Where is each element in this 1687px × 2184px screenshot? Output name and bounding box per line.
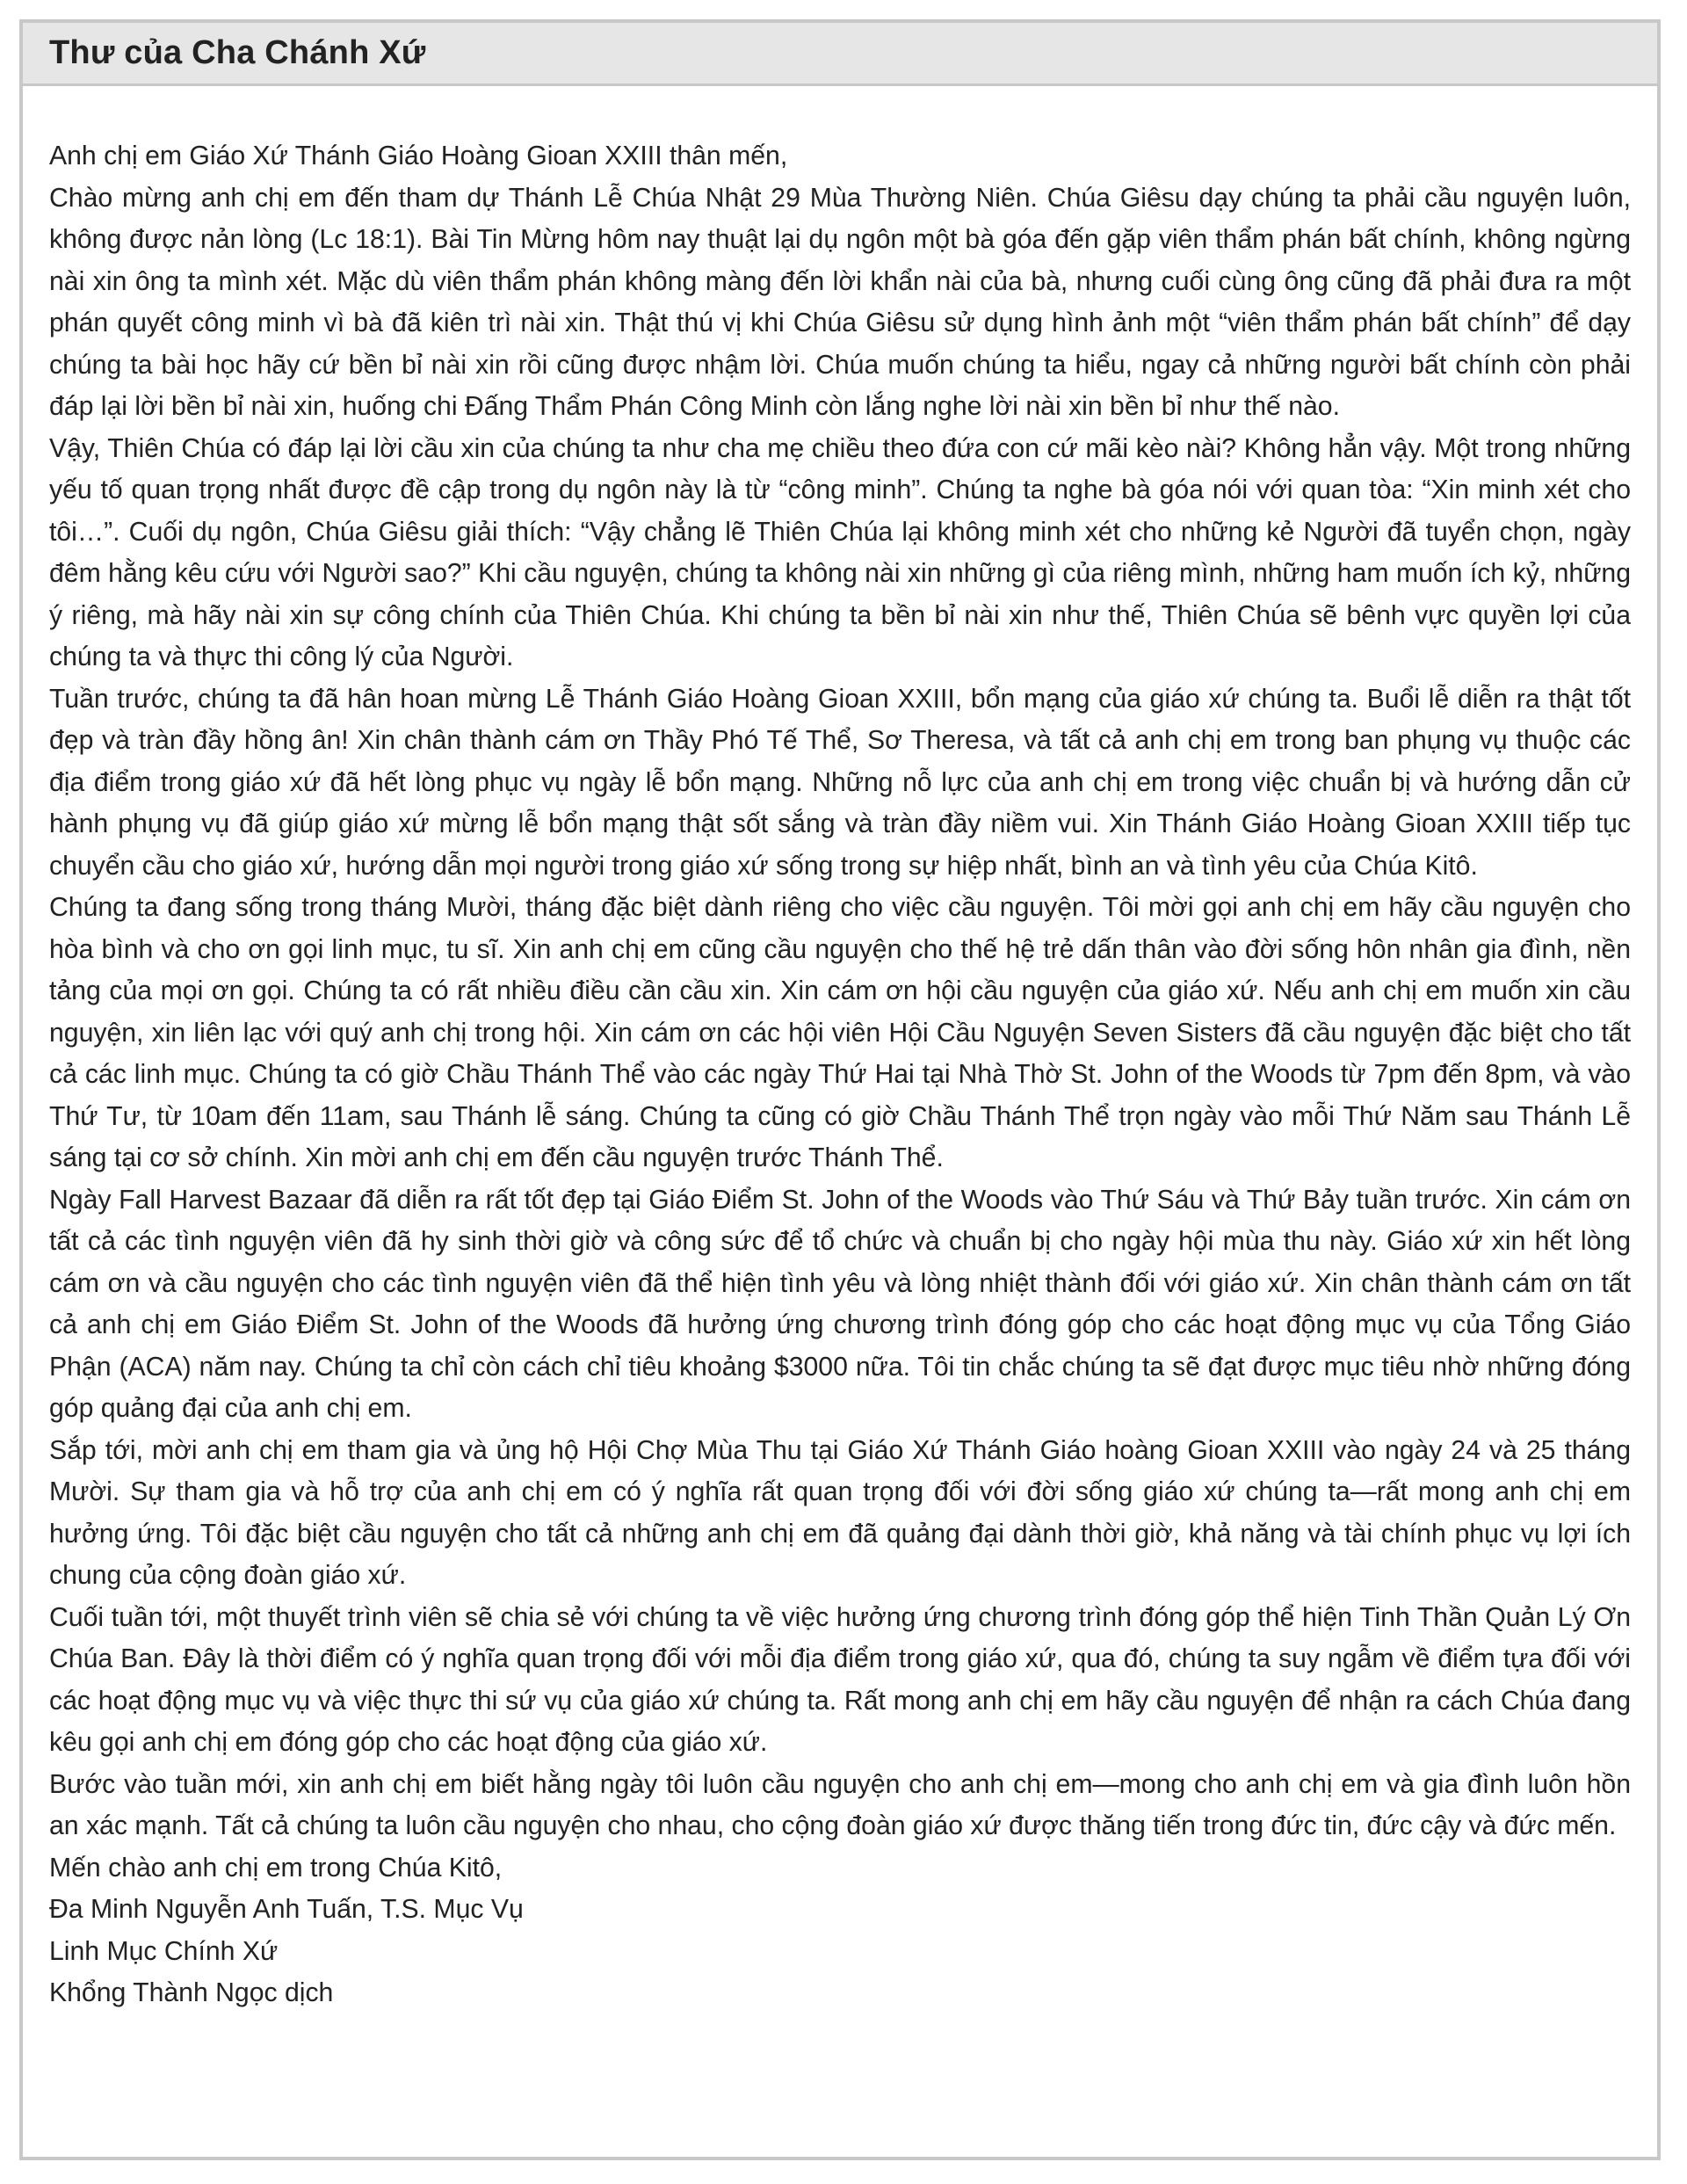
pastor-letter-box bbox=[19, 19, 1661, 2160]
letter-paragraph: Ngày Fall Harvest Bazaar đã diễn ra rất tốt đẹp tại Giáo Điểm St. John of the Woods vào Thứ Sáu và Thứ Bảy tuần trước. Xin cám ơn tất cả các tình nguyện viên đã hy sinh thời giờ và công sức để tổ chức và chuẩn bị cho ngày hội mùa thu này. Giáo xứ xin hết lòng cám ơn và cầu nguyện cho các tình nguyện viên đã thể hiện tình yêu và lòng nhiệt thành đối với giáo xứ. Xin chân thành cám ơn tất cả anh chị em Giáo Điểm St. John of the Woods đã hưởng ứng chương trình đóng góp cho các hoạt động mục vụ của Tổng Giáo Phận (ACA) năm nay. Chúng ta chỉ còn cách chỉ tiêu khoảng $3000 nữa. Tôi tin chắc chúng ta sẽ đạt được mục tiêu nhờ những đóng góp quảng đại của anh chị em. bbox=[49, 1185, 1631, 1423]
page-title: Thư của Cha Chánh Xứ bbox=[49, 34, 426, 71]
letter-paragraph: Bước vào tuần mới, xin anh chị em biết hằng ngày tôi luôn cầu nguyện cho anh chị em—mong cho anh chị em và gia đình luôn hồn an xác mạnh. Tất cả chúng ta luôn cầu nguyện cho nhau, cho cộng đoàn giáo xứ được thăng tiến trong đức tin, đức cậy và đức mến. bbox=[49, 1769, 1631, 1840]
title-bar bbox=[23, 23, 1657, 86]
signature-title: Linh Mục Chính Xứ bbox=[49, 1936, 279, 1966]
letter-paragraph: Vậy, Thiên Chúa có đáp lại lời cầu xin của chúng ta như cha mẹ chiều theo đứa con cứ mãi kèo nài? Không hẳn vậy. Một trong những yếu tố quan trọng nhất được đề cập trong dụ ngôn này là từ “công minh”. Chúng ta nghe bà góa nói với quan tòa: “Xin minh xét cho tôi…”. Cuối dụ ngôn, Chúa Giêsu giải thích: “Vậy chẳng lẽ Thiên Chúa lại không minh xét cho những kẻ Người đã tuyển chọn, ngày đêm hằng kêu cứu với Người sao?” Khi cầu nguyện, chúng ta không nài xin những gì của riêng mình, những ham muốn ích kỷ, những ý riêng, mà hãy nài xin sự công chính của Thiên Chúa. Khi chúng ta bền bỉ nài xin như thế, Thiên Chúa sẽ bênh vực quyền lợi của chúng ta và thực thi công lý của Người. bbox=[49, 433, 1631, 671]
letter-paragraph: Chúng ta đang sống trong tháng Mười, tháng đặc biệt dành riêng cho việc cầu nguyện. Tôi mời gọi anh chị em hãy cầu nguyện cho hòa bình và cho ơn gọi linh mục, tu sĩ. Xin anh chị em cũng cầu nguyện cho thế hệ trẻ dấn thân vào đời sống hôn nhân gia đình, nền tảng của mọi ơn gọi. Chúng ta có rất nhiều điều cần cầu xin. Xin cám ơn hội cầu nguyện của giáo xứ. Nếu anh chị em muốn xin cầu nguyện, xin liên lạc với quý anh chị trong hội. Xin cám ơn các hội viên Hội Cầu Nguyện Seven Sisters đã cầu nguyện đặc biệt cho tất cả các linh mục. Chúng ta có giờ Chầu Thánh Thể vào các ngày Thứ Hai tại Nhà Thờ St. John of the Woods từ 7pm đến 8pm, và vào Thứ Tư, từ 10am đến 11am, sau Thánh lễ sáng. Chúng ta cũng có giờ Chầu Thánh Thể trọn ngày vào mỗi Thứ Năm sau Thánh Lễ sáng tại cơ sở chính. Xin mời anh chị em đến cầu nguyện trước Thánh Thể. bbox=[49, 893, 1631, 1172]
signature-name: Đa Minh Nguyễn Anh Tuấn, T.S. Mục Vụ bbox=[49, 1895, 524, 1924]
letter-greeting: Anh chị em Giáo Xứ Thánh Giáo Hoàng Gioan XXIII thân mến, bbox=[49, 141, 788, 171]
letter-paragraph: Chào mừng anh chị em đến tham dự Thánh Lễ Chúa Nhật 29 Mùa Thường Niên. Chúa Giêsu dạy chúng ta phải cầu nguyện luôn, không được nản lòng (Lc 18:1). Bài Tin Mừng hôm nay thuật lại dụ ngôn một bà góa đến gặp viên thẩm phán bất chính, không ngừng nài xin ông ta mình xét. Mặc dù viên thẩm phán không màng đến lời khẩn nài của bà, nhưng cuối cùng ông cũng đã phải đưa ra một phán quyết công minh vì bà đã kiên trì nài xin. Thật thú vị khi Chúa Giêsu sử dụng hình ảnh một “viên thẩm phán bất chính” để dạy chúng ta bài học hãy cứ bền bỉ nài xin rồi cũng được nhậm lời. Chúa muốn chúng ta hiểu, ngay cả những người bất chính còn phải đáp lại lời bền bỉ nài xin, huống chi Đấng Thẩm Phán Công Minh còn lắng nghe lời nài xin bền bỉ như thế nào. bbox=[49, 183, 1631, 421]
letter-paragraph: Tuần trước, chúng ta đã hân hoan mừng Lễ Thánh Giáo Hoàng Gioan XXIII, bổn mạng của giáo xứ chúng ta. Buổi lễ diễn ra thật tốt đẹp và tràn đầy hồng ân! Xin chân thành cám ơn Thầy Phó Tế Thể, Sơ Theresa, và tất cả anh chị em trong ban phụng vụ thuộc các địa điểm trong giáo xứ đã hết lòng phục vụ ngày lễ bổn mạng. Những nỗ lực của anh chị em trong việc chuẩn bị và hướng dẫn cử hành phụng vụ đã giúp giáo xứ mừng lễ bổn mạng thật sốt sắng và tràn đầy niềm vui. Xin Thánh Giáo Hoàng Gioan XXIII tiếp tục chuyển cầu cho giáo xứ, hướng dẫn mọi người trong giáo xứ sống trong sự hiệp nhất, bình an và tình yêu của Chúa Kitô. bbox=[49, 684, 1631, 881]
translator-credit: Khổng Thành Ngọc dịch bbox=[49, 1978, 334, 2007]
letter-closing: Mến chào anh chị em trong Chúa Kitô, bbox=[49, 1853, 503, 1883]
letter-paragraph: Sắp tới, mời anh chị em tham gia và ủng hộ Hội Chợ Mùa Thu tại Giáo Xứ Thánh Giáo hoàng Gioan XXIII vào ngày 24 và 25 tháng Mười. Sự tham gia và hỗ trợ của anh chị em có ý nghĩa rất quan trọng đối với đời sống giáo xứ chúng ta—rất mong anh chị em hưởng ứng. Tôi đặc biệt cầu nguyện cho tất cả những anh chị em đã quảng đại dành thời giờ, khả năng và tài chính phục vụ lợi ích chung của cộng đoàn giáo xứ. bbox=[49, 1435, 1631, 1590]
letter-paragraph: Cuối tuần tới, một thuyết trình viên sẽ chia sẻ với chúng ta về việc hưởng ứng chương trình đóng góp thể hiện Tinh Thần Quản Lý Ơn Chúa Ban. Đây là thời điểm có ý nghĩa quan trọng đối với mỗi địa điểm trong giáo xứ, qua đó, chúng ta suy ngẫm về điểm tựa đối với các hoạt động mục vụ và việc thực thi sứ vụ của giáo xứ chúng ta. Rất mong anh chị em hãy cầu nguyện để nhận ra cách Chúa đang kêu gọi anh chị em đóng góp cho các hoạt động của giáo xứ. bbox=[49, 1602, 1631, 1757]
letter-body bbox=[23, 86, 1657, 2014]
